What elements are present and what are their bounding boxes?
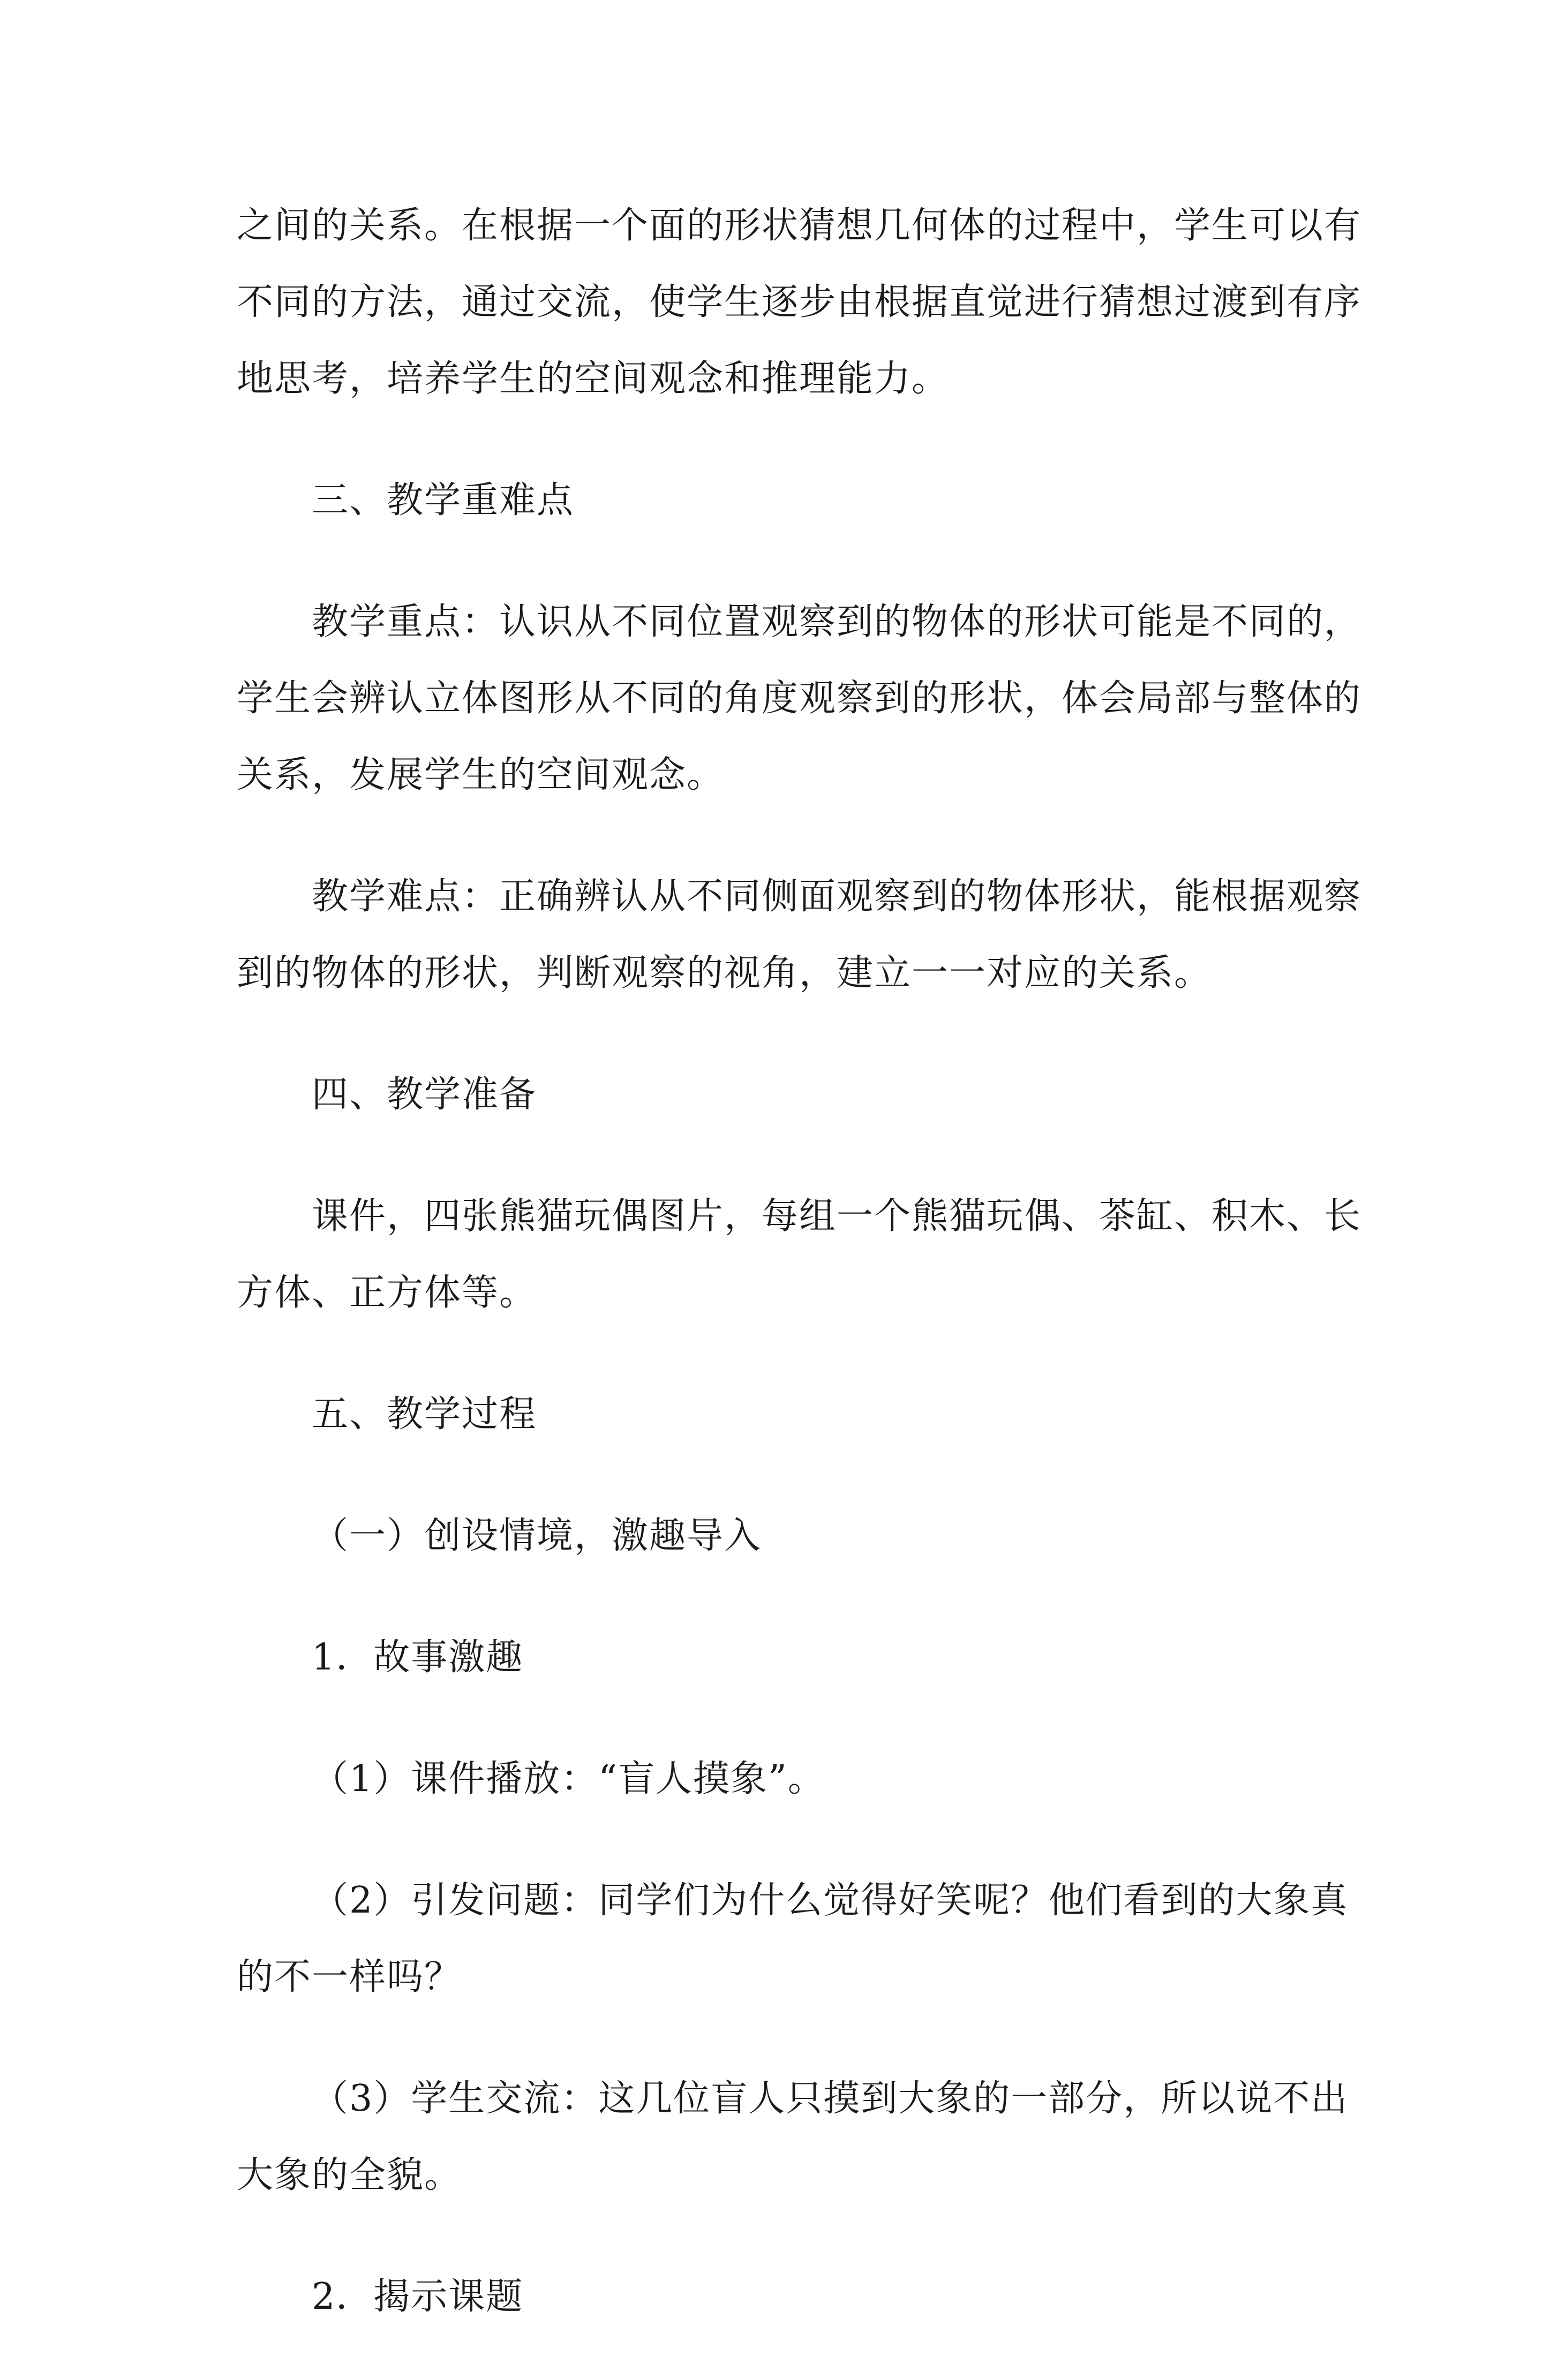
heading-preparation	[237, 1056, 1329, 1133]
text-line: 关系，发展学生的空间观念。	[237, 754, 725, 796]
paragraph-difficult-point	[237, 858, 1362, 1011]
text-line: 大象的全貌。	[237, 2154, 462, 2196]
item-topic	[237, 2258, 1329, 2335]
text-line: 三、教学重难点	[312, 479, 575, 522]
item-story	[237, 1619, 1329, 1696]
text-line: 教学难点：正确辨认从不同侧面观察到的物体形状，能根据观察	[312, 875, 1362, 918]
subheading-scenario	[237, 1498, 1329, 1574]
text-line: 五、教学过程	[312, 1393, 537, 1435]
heading-key-difficult-points	[237, 462, 1329, 539]
text-line: 不同的方法，通过交流，使学生逐步由根据直觉进行猜想过渡到有序	[237, 281, 1362, 323]
text-line: 到的物体的形状，判断观察的视角，建立一一对应的关系。	[237, 952, 1212, 994]
text-line: （1）课件播放：“盲人摸象”。	[312, 1758, 825, 1800]
paragraph-key-point	[237, 584, 1362, 813]
text-line: （2）引发问题：同学们为什么觉得好笑呢？他们看到的大象真	[312, 1879, 1349, 1922]
text-line: 之间的关系。在根据一个面的形状猜想几何体的过程中，学生可以有	[237, 205, 1362, 247]
heading-process	[237, 1376, 1329, 1453]
text-line: 学生会辨认立体图形从不同的角度观察到的形状，体会局部与整体的	[237, 677, 1362, 720]
paragraph-preparation	[237, 1178, 1362, 1331]
text-line: （3）学生交流：这几位盲人只摸到大象的一部分，所以说不出	[312, 2077, 1349, 2120]
text-line: 2．揭示课题	[312, 2276, 524, 2318]
text-line: 地思考，培养学生的空间观念和推理能力。	[237, 358, 950, 400]
paragraph-intro	[237, 187, 1362, 417]
text-line: 课件，四张熊猫玩偶图片，每组一个熊猫玩偶、茶缸、积木、长	[312, 1195, 1362, 1237]
text-line: 的不一样吗？	[237, 1956, 462, 1998]
text-line: 教学重点：认识从不同位置观察到的物体的形状可能是不同的，	[312, 601, 1362, 643]
item-discussion	[237, 2060, 1349, 2213]
item-courseware	[237, 1741, 1329, 1817]
text-line: 1．故事激趣	[312, 1636, 524, 1679]
text-line: 四、教学准备	[312, 1074, 537, 1116]
text-line: 方体、正方体等。	[237, 1272, 537, 1314]
document-body	[237, 187, 1362, 2380]
item-question	[237, 1862, 1349, 2015]
text-line: （一）创设情境，激趣导入	[312, 1515, 762, 1557]
